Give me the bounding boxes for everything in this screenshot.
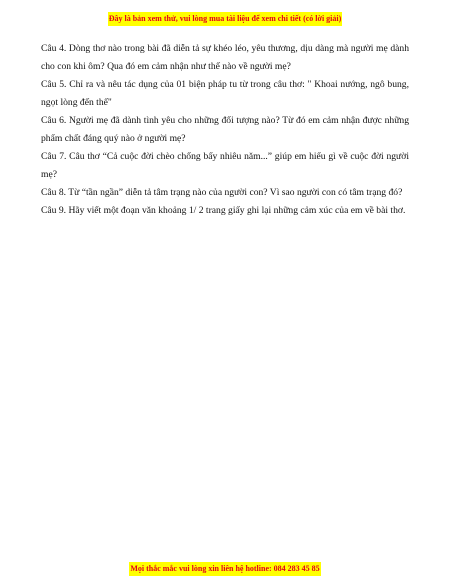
hotline-banner <box>0 560 450 576</box>
question-9: Câu 9. Hãy viết một đoạn văn khoảng 1/ 2 trang giấy ghi lại những cảm xúc của em về bài thơ. <box>41 205 406 216</box>
question-4: Câu 4. Dòng thơ nào trong bài đã diễn tả sự khéo léo, yêu thương, dịu dàng mà người mẹ dành cho con khi ôm? Qua đó em cảm nhận như thế nào về người mẹ? <box>41 43 409 72</box>
question-6: Câu 6. Người mẹ đã dành tình yêu cho những đối tượng nào? Từ đó em cảm nhận được những phẩm chất đáng quý nào ở người mẹ? <box>41 115 409 144</box>
question-5: Câu 5. Chỉ ra và nêu tác dụng của 01 biện pháp tu từ trong câu thơ: " Khoai nướng, ngô bung, ngọt lòng đến thế" <box>41 79 409 108</box>
preview-notice-text: Đây là bản xem thử, vui lòng mua tài liệu để xem chi tiết (có lời giải) <box>108 12 343 26</box>
preview-notice-banner <box>0 10 450 26</box>
question-8: Câu 8. Từ “tần ngần” diễn tả tâm trạng nào của người con? Vì sao người con có tâm trạng đó? <box>41 187 403 198</box>
hotline-text: Mọi thắc mắc vui lòng xin liên hệ hotline: 084 283 45 85 <box>129 562 320 576</box>
question-7: Câu 7. Câu thơ “Cả cuộc đời chèo chống bấy nhiêu năm...” giúp em hiểu gì về cuộc đời người mẹ? <box>41 151 409 180</box>
document-body <box>41 40 409 220</box>
